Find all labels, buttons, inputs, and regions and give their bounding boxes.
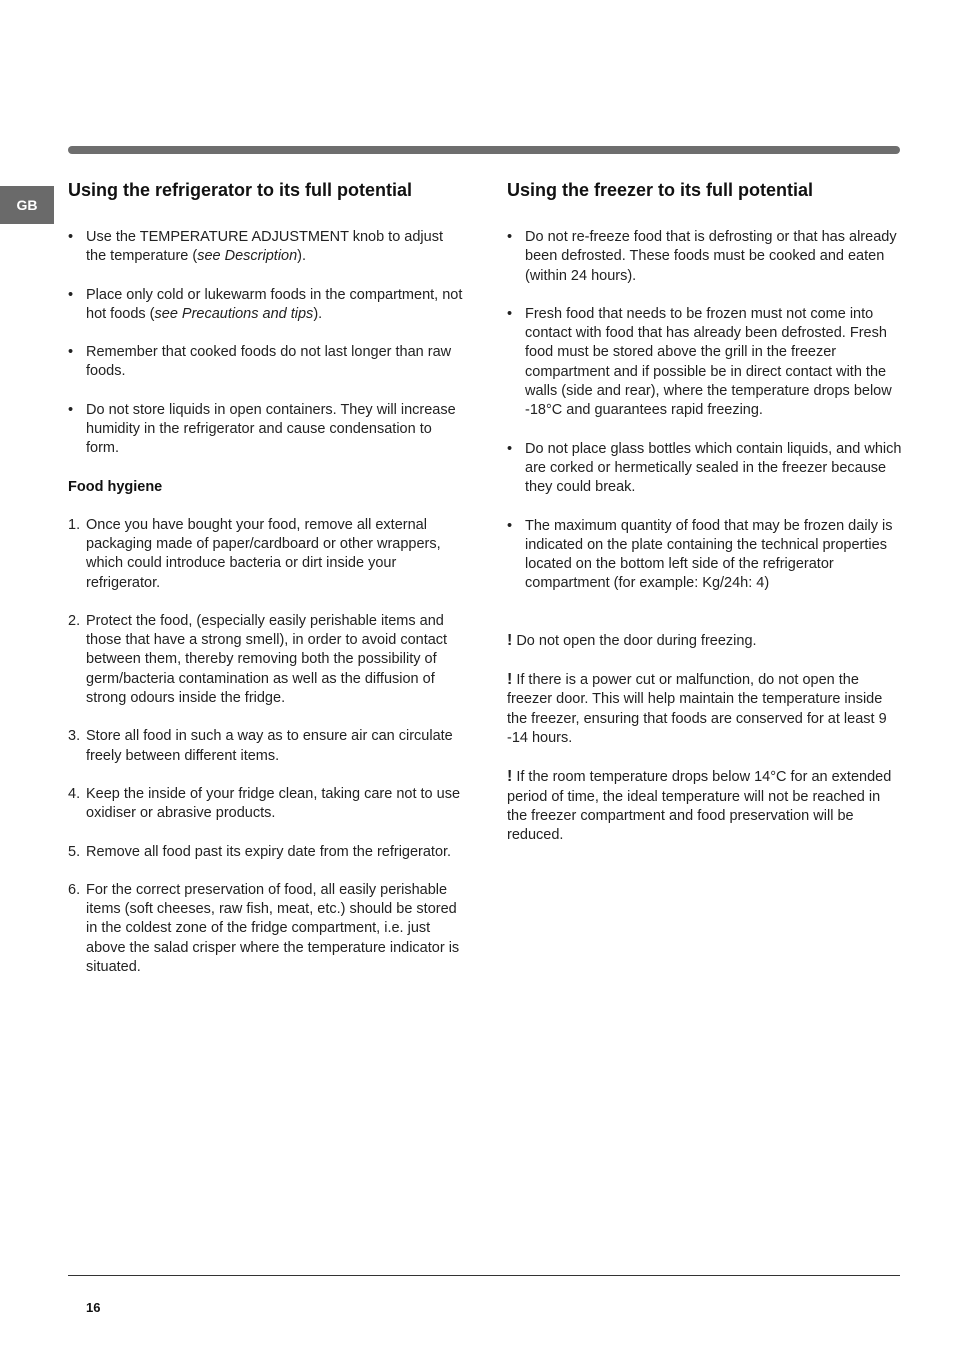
list-item: 3. Store all food in such a way as to ensure air can circulate freely between different items. (68, 728, 453, 764)
list-item: • Place only cold or lukewarm foods in the compartment, not hot foods (see Precautions and tips). (68, 286, 463, 322)
freezer-heading: Using the freezer to its full potential (507, 180, 814, 200)
list-item: • Do not store liquids in open containers. They will increase humidity in the refrigerator and cause condensation to form. (68, 401, 456, 457)
item-number: 5. (68, 843, 81, 860)
bullet-mark: • (507, 305, 513, 322)
bullet-mark: • (68, 401, 74, 418)
list-item: 1. Once you have bought your food, remove all external packaging made of paper/cardboard or other wrappers, which could introduce bacteria or dirt inside your refrigerator. (68, 516, 441, 591)
header-rule (68, 146, 900, 154)
item-number: 3. (68, 728, 81, 745)
freezer-tips-list (507, 228, 902, 594)
exclamation-icon: ! (507, 768, 513, 786)
bullet-mark: • (68, 229, 74, 245)
exclamation-icon: ! (507, 671, 513, 689)
freezer-section (507, 178, 902, 864)
list-item: • Do not place glass bottles which contain liquids, and which are corked or hermetically sealed in the freezer because they could break. (507, 440, 902, 496)
list-item: • Remember that cooked foods do not last longer than raw foods. (68, 344, 452, 380)
refrigerator-tips-list (68, 228, 463, 459)
bullet-mark: • (507, 229, 513, 245)
exclamation-icon: ! (507, 631, 513, 649)
bullet-mark: • (68, 286, 74, 303)
warnings-block (507, 631, 902, 846)
warning-note: ! Do not open the door during freezing. (507, 631, 757, 649)
bullet-mark: • (507, 517, 513, 534)
refrigerator-section (68, 178, 463, 996)
item-number: 4. (68, 785, 81, 802)
item-number: 2. (68, 612, 81, 629)
bullet-mark: • (68, 344, 74, 361)
item-number: 1. (68, 516, 81, 533)
list-item: • Fresh food that needs to be frozen must not come into contact with food that has already been defrosted. Fresh food must be stored above the grill in the freezer compartment and if possible be in direct contact with the walls (side and rear), where the temperature drops below -18°C and guarantees rapid freezing. (507, 305, 892, 419)
list-item: • Use the TEMPERATURE ADJUSTMENT knob to adjust the temperature (see Description). (68, 229, 443, 265)
list-item: 5. Remove all food past its expiry date from the refrigerator. (68, 843, 463, 862)
list-item: 6. For the correct preservation of food, all easily perishable items (soft cheeses, raw fish, meat, etc.) should be stored in the coldest zone of the fridge compartment, i.e. just above the salad crisper where the temperature indicator is situated. (68, 881, 460, 976)
refrigerator-heading: Using the refrigerator to its full potential (68, 180, 413, 200)
item-number: 6. (68, 881, 81, 898)
list-item: • The maximum quantity of food that may be frozen daily is indicated on the plate containing the technical properties located on the bottom left side of the refrigerator compartment (for example: Kg/24h: 4) (507, 517, 893, 592)
page-number: 16 (86, 1300, 101, 1315)
food-hygiene-heading: Food hygiene (68, 478, 163, 495)
warning-note: ! If the room temperature drops below 14°C for an extended period of time, the ideal temperature will not be reached in the freezer compartment and food preservation will be reduced. (507, 768, 892, 844)
list-item: 2. Protect the food, (especially easily perishable items and those that have a strong smell), in order to avoid contact between them, thereby removing both the possibility of germ/bacteria contamination as well as the diffusion of strong odours inside the fridge. (68, 612, 448, 707)
list-item: 4. Keep the inside of your fridge clean, taking care not to use oxidiser or abrasive products. (68, 785, 461, 822)
list-item: • Do not re-freeze food that is defrosting or that has already been defrosted. These foods must be cooked and eaten (within 24 hours). (507, 229, 897, 284)
warning-note: ! If there is a power cut or malfunction, do not open the freezer door. This will help maintain the temperature inside the freezer, ensuring that foods are conserved for at least 9 -14 hours. (507, 671, 887, 746)
footer-rule (68, 1275, 900, 1276)
food-hygiene-list (68, 516, 463, 978)
language-tab: GB (0, 186, 54, 224)
bullet-mark: • (507, 440, 513, 457)
